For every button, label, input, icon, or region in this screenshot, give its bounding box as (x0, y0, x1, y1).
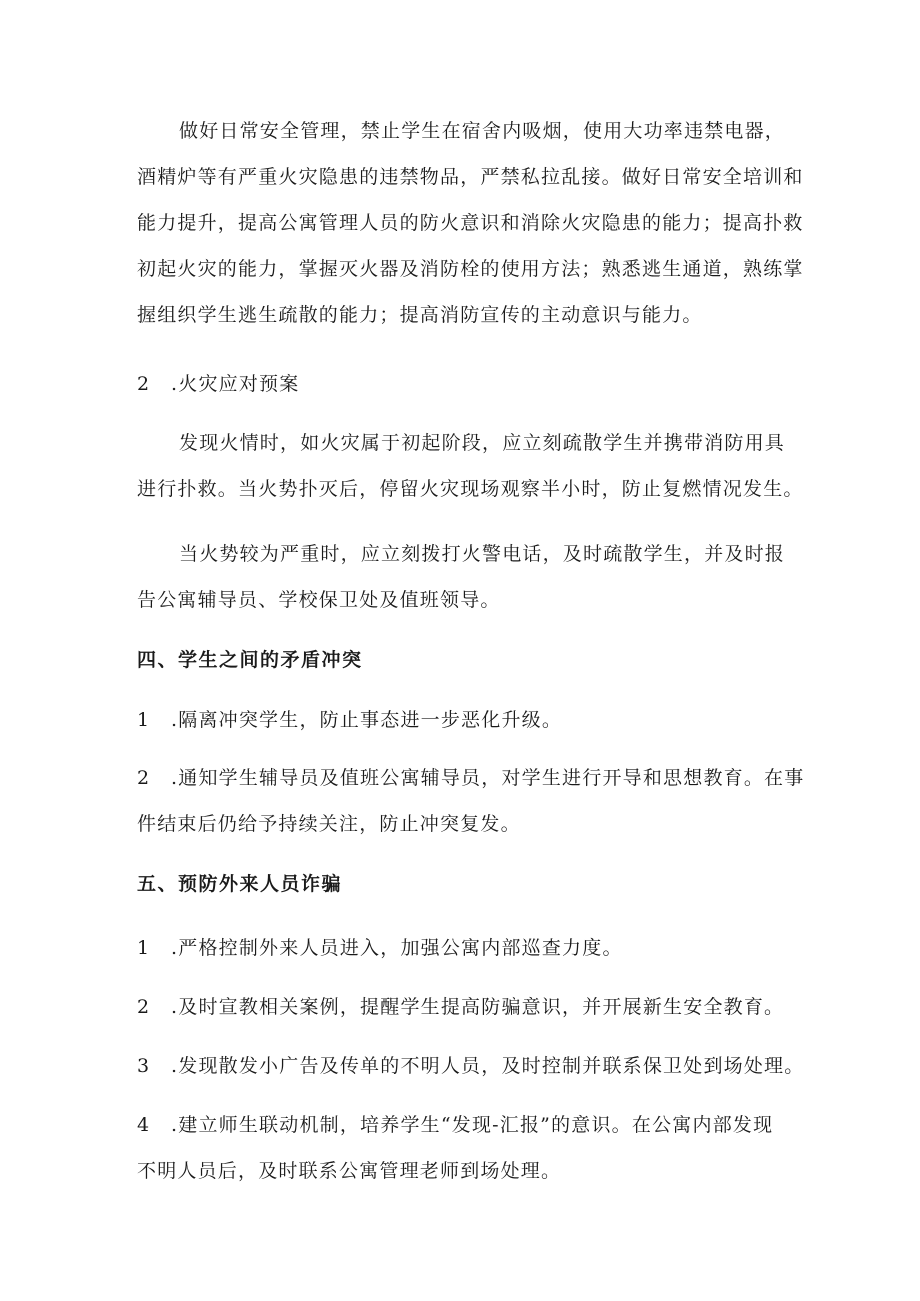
list-item-line (137, 984, 797, 1030)
text-line: 进行扑救。当火势扑灭后，停留火灾现场观察半小时，防止复燃情况发生。 (137, 478, 804, 500)
list-item-number: 2 (137, 373, 151, 395)
list-item-number: 2 (137, 996, 151, 1018)
list-item-number: 4 (137, 1114, 151, 1136)
text-line: 初起火灾的能力，掌握灭火器及消防栓的使用方法；熟悉逃生通道，熟练掌 (137, 258, 804, 280)
list-item-number: 2 (137, 767, 151, 789)
list-item-text: .火灾应对预案 (171, 373, 300, 395)
list-item-continuation: 不明人员后，及时联系公寓管理老师到场处理。 (137, 1160, 562, 1182)
list-item-text: .通知学生辅导员及值班公寓辅导员，对学生进行开导和思想教育。在事 (171, 767, 805, 789)
list-item-text: .隔离冲突学生，防止事态进一步恶化升级。 (171, 709, 563, 731)
section-heading-text: 五、预防外来人员诈骗 (137, 873, 343, 895)
list-item (137, 697, 797, 743)
section-heading-fraud-prevention (137, 861, 797, 907)
list-item-number: 1 (137, 709, 151, 731)
text-line: 做好日常安全管理，禁止学生在宿舍内吸烟，使用大功率违禁电器， (179, 120, 786, 142)
list-item-line (137, 1043, 805, 1089)
list-item-text: .发现散发小广告及传单的不明人员，及时控制并联系保卫处到场处理。 (171, 1055, 805, 1077)
list-item (137, 1043, 805, 1089)
list-item-line (137, 755, 805, 801)
list-item (137, 755, 805, 847)
text-line: 告公寓辅导员、学校保卫处及值班领导。 (137, 589, 501, 611)
text-line: 能力提升，提高公寓管理人员的防火意识和消除火灾隐患的能力；提高扑救 (137, 212, 804, 234)
list-item-text: .建立师生联动机制，培养学生“发现-汇报”的意识。在公寓内部发现 (171, 1114, 774, 1136)
paragraph-safety-management (137, 108, 804, 338)
list-item-number: 3 (137, 1055, 151, 1077)
list-item-line (137, 1102, 797, 1148)
paragraph-serious-fire (137, 531, 797, 623)
list-item-number: 1 (137, 937, 151, 959)
text-line: 当火势较为严重时，应立刻拨打火警电话，及时疏散学生，并及时报 (179, 543, 786, 565)
list-item-text: .严格控制外来人员进入，加强公寓内部巡查力度。 (171, 937, 623, 959)
list-item-line (137, 361, 797, 407)
text-line: 酒精炉等有严重火灾隐患的违禁物品，严禁私拉乱接。做好日常安全培训和 (137, 166, 804, 188)
list-item (137, 925, 797, 971)
section-heading-text: 四、学生之间的矛盾冲突 (137, 649, 363, 671)
paragraph-fire-discovery (137, 420, 804, 512)
section-heading-student-conflicts (137, 637, 797, 683)
list-item-line (137, 697, 797, 743)
text-line: 握组织学生逃生疏散的能力；提高消防宣传的主动意识与能力。 (137, 304, 703, 326)
list-item (137, 1102, 797, 1194)
list-item-continuation: 件结束后仍给予持续关注，防止冲突复发。 (137, 813, 521, 835)
list-item-line (137, 925, 797, 971)
list-item (137, 984, 797, 1030)
text-line: 发现火情时，如火灾属于初起阶段，应立刻疏散学生并携带消防用具 (179, 432, 786, 454)
list-item-text: .及时宣教相关案例，提醒学生提高防骗意识，并开展新生安全教育。 (171, 996, 785, 1018)
list-item-fire-plan (137, 361, 797, 407)
